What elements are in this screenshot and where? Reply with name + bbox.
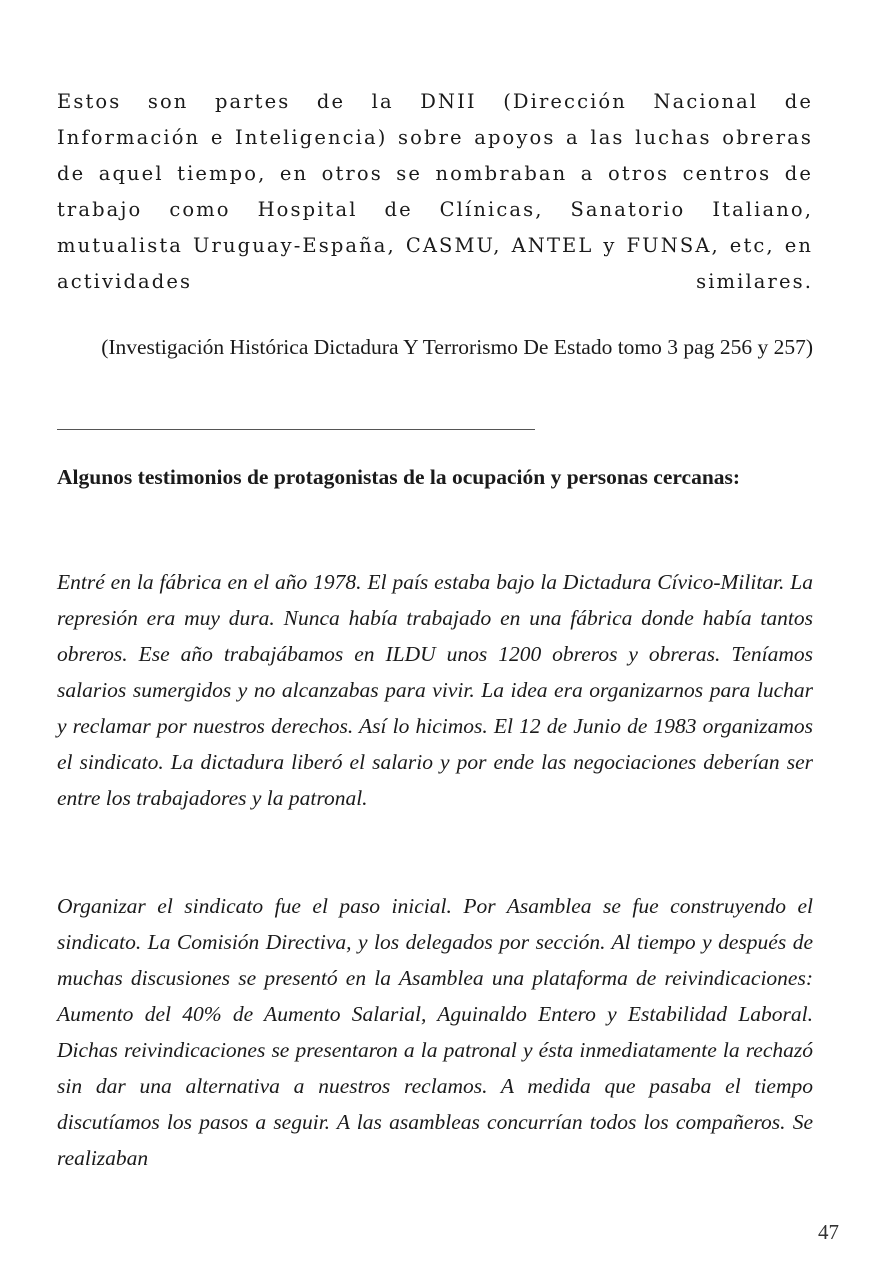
section-heading: Algunos testimonios de protagonistas de la ocupación y personas cercanas:	[57, 465, 741, 489]
testimony-paragraph-2: Organizar el sindicato fue el paso inicial. Por Asamblea se fue construyendo el sindicato. La Comisión Directiva, y los delegados por sección. Al tiempo y después de muchas discusiones se presentó en la Asamblea una plataforma de reivindicaciones: Aumento del 40% de Aumento Salarial, Aguinaldo Entero y Estabilidad Laboral. Dichas reivindicaciones se presentaron a la patronal y ésta inmediatamente la rechazó sin dar una alternativa a nuestros reclamos. A medida que pasaba el tiempo discutíamos los pasos a seguir. A las asambleas concurrían todos los compañeros. Se realizaban	[57, 894, 813, 1170]
testimony-paragraph-1: Entré en la fábrica en el año 1978. El país estaba bajo la Dictadura Cívico-Militar. La represión era muy dura. Nunca había trabajado en una fábrica donde había tantos obreros. Ese año trabajábamos en ILDU unos 1200 obreros y obreras. Teníamos salarios sumergidos y no alcanzabas para vivir. La idea era organizarnos para luchar y reclamar por nuestros derechos. Así lo hicimos. El 12 de Junio de 1983 organizamos el sindicato. La dictadura liberó el salario y por ende las negociaciones deberían ser entre los trabajadores y la patronal.	[57, 570, 813, 810]
citation: (Investigación Histórica Dictadura Y Terrorismo De Estado tomo 3 pag 256 y 257)	[101, 335, 813, 359]
page-number: 47	[818, 1220, 839, 1244]
section-divider	[57, 429, 535, 430]
intro-paragraph: Estos son partes de la DNII (Dirección Nacional de Información e Inteligencia) sobre apoyos a las luchas obreras de aquel tiempo, en otros se nombraban a otros centros de trabajo como Hospital de Clínicas, Sanatorio Italiano, mutualista Uruguay-España, CASMU, ANTEL y FUNSA, etc, en actividades similares.	[57, 90, 813, 293]
page-content	[57, 84, 813, 1170]
